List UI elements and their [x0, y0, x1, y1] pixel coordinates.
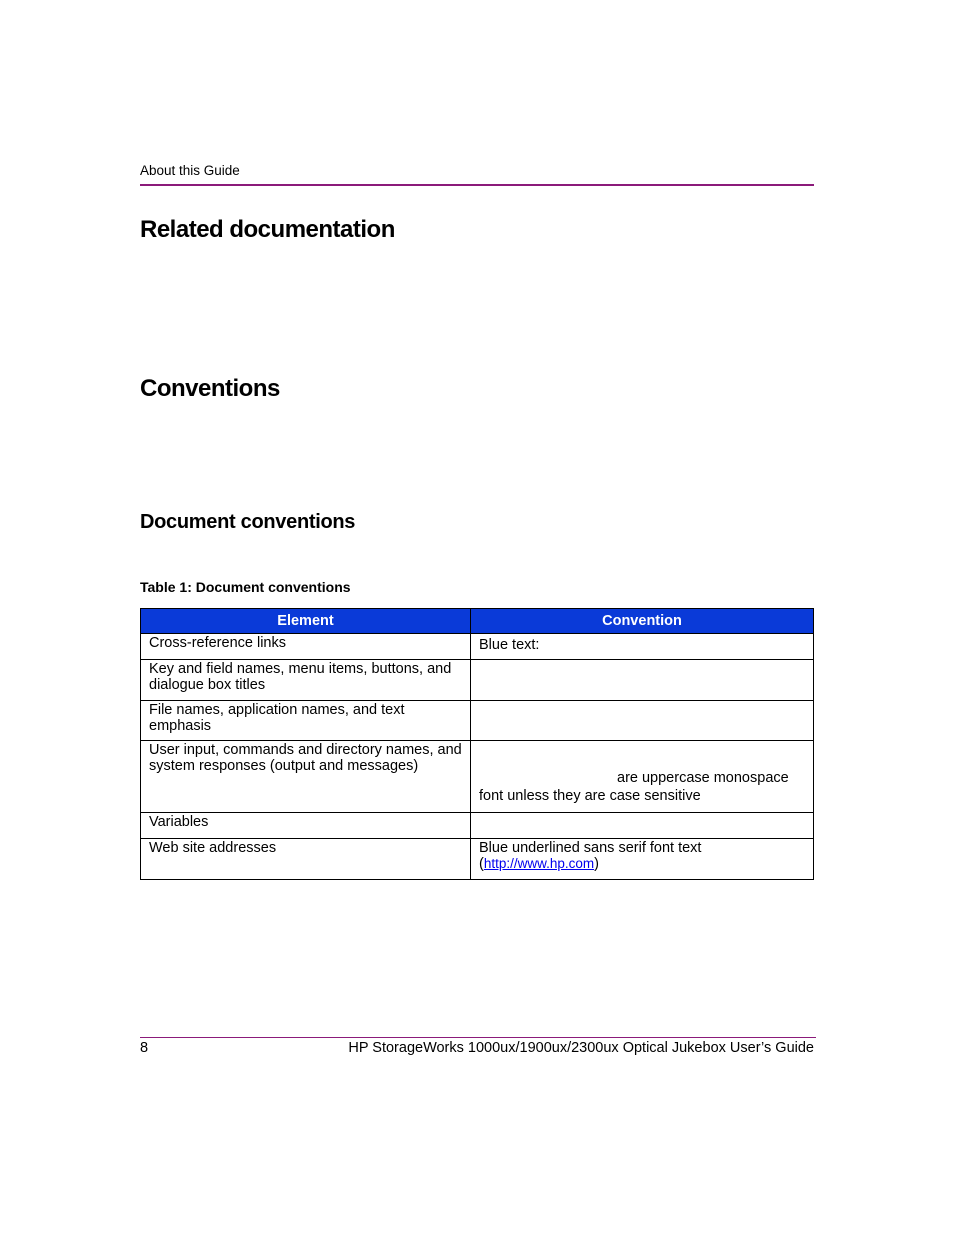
convention-line: font unless they are case sensitive [479, 788, 701, 804]
heading-related-documentation: Related documentation [140, 216, 395, 243]
link-example [479, 856, 805, 872]
column-header-convention: Convention [471, 609, 814, 634]
element-cell: Cross-reference links [141, 634, 471, 660]
convention-cell [471, 813, 814, 839]
table-row [141, 741, 814, 813]
header-rule [140, 184, 814, 186]
convention-cell [471, 660, 814, 701]
element-cell: File names, application names, and text emphasis [141, 701, 471, 741]
element-cell: User input, commands and directory names, and system responses (output and messages) [141, 741, 471, 813]
table-row [141, 634, 814, 660]
column-header-element: Element [141, 609, 471, 634]
convention-line: are uppercase monospace [617, 770, 789, 786]
hp-website-link[interactable]: http://www.hp.com [483, 856, 595, 871]
heading-conventions: Conventions [140, 375, 280, 402]
element-cell: Web site addresses [141, 839, 471, 880]
open-paren: ( [479, 856, 484, 872]
close-paren: ) [594, 856, 599, 872]
convention-cell [471, 701, 814, 741]
convention-cell [471, 741, 814, 813]
table-header-row [141, 609, 814, 634]
element-cell: Variables [141, 813, 471, 839]
table-row [141, 660, 814, 701]
footer-rule [140, 1037, 816, 1038]
document-conventions-table [140, 608, 814, 880]
convention-cell: Blue text: [471, 634, 814, 660]
page-number: 8 [140, 1040, 149, 1056]
element-cell: Key and field names, menu items, buttons, and dialogue box titles [141, 660, 471, 701]
footer-book-title: HP StorageWorks 1000ux/1900ux/2300ux Optical Jukebox User’s Guide [348, 1040, 814, 1056]
heading-document-conventions: Document conventions [140, 511, 356, 533]
table-row [141, 701, 814, 741]
table-caption: Table 1: Document conventions [140, 579, 351, 595]
table-row [141, 839, 814, 880]
table-row [141, 813, 814, 839]
running-header: About this Guide [140, 163, 240, 178]
convention-text: Blue underlined sans serif font text [479, 840, 702, 856]
convention-cell [471, 839, 814, 880]
